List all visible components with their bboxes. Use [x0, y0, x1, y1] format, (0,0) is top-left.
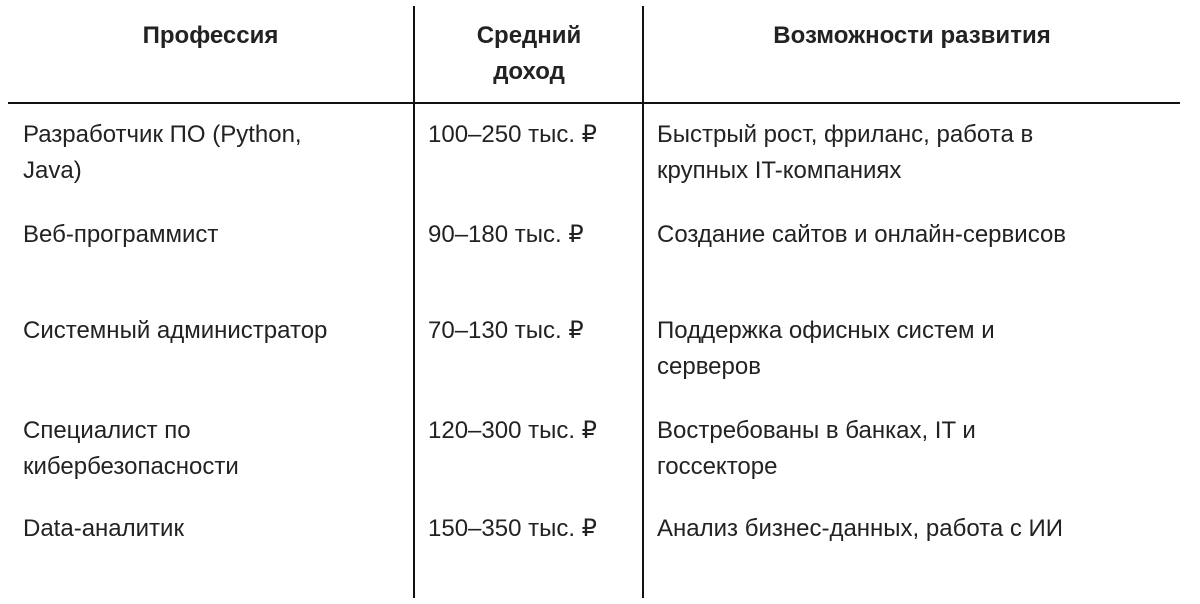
- header-growth: Возможности развития: [773, 22, 1051, 49]
- header-income: Средний доход: [476, 22, 582, 85]
- cell-income: 120–300 тыс. ₽: [428, 417, 597, 444]
- cell-growth: Анализ бизнес-данных, работа с ИИ: [657, 515, 1064, 542]
- cell-profession: Веб-программист: [23, 221, 219, 248]
- cell-income: 150–350 тыс. ₽: [428, 515, 597, 542]
- professions-table: [8, 0, 1180, 604]
- cell-income: 90–180 тыс. ₽: [428, 221, 584, 248]
- cell-growth: Востребованы в банках, IT и госсекторе: [657, 417, 976, 480]
- cell-profession: Разработчик ПО (Python, Java): [23, 121, 302, 184]
- cell-profession: Специалист по кибербезопасности: [23, 417, 239, 480]
- header-profession: Профессия: [142, 22, 279, 49]
- cell-growth: Создание сайтов и онлайн-сервисов: [657, 221, 1067, 248]
- column-divider: [413, 6, 415, 598]
- cell-growth: Быстрый рост, фриланс, работа в крупных IT-компаниях: [657, 121, 1034, 184]
- cell-profession: Системный администратор: [23, 317, 328, 344]
- cell-growth: Поддержка офисных систем и серверов: [657, 317, 995, 380]
- cell-income: 70–130 тыс. ₽: [428, 317, 584, 344]
- column-divider: [642, 6, 644, 598]
- cell-profession: Data-аналитик: [23, 515, 184, 542]
- header-divider: [8, 102, 1180, 104]
- cell-income: 100–250 тыс. ₽: [428, 121, 597, 148]
